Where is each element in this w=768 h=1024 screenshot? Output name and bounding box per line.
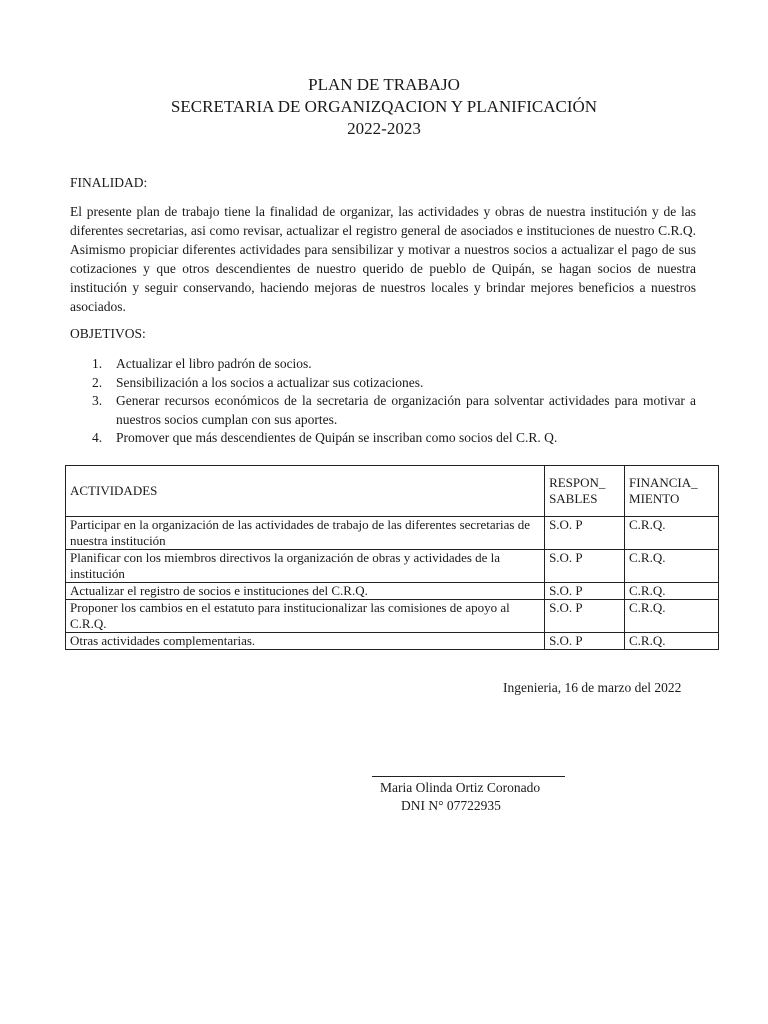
activities-table: [65, 465, 719, 650]
document-title: [0, 74, 768, 140]
table-row: [66, 583, 719, 600]
objetivo-item: [70, 392, 696, 429]
header-financiamiento: FINANCIA_ MIENTO: [625, 466, 719, 517]
cell-actividad: Participar en la organización de las actividades de trabajo de las diferentes secretarias de nuestra institución: [66, 517, 545, 550]
signer-name: Maria Olinda Ortiz Coronado: [380, 780, 541, 795]
cell-actividad: Actualizar el registro de socios e instituciones del C.R.Q.: [66, 583, 545, 600]
table-row: [66, 517, 719, 550]
cell-actividad: Otras actividades complementarias.: [66, 633, 545, 650]
cell-actividad: Planificar con los miembros directivos la organización de obras y actividades de la institución: [66, 550, 545, 583]
signer-dni: DNI N° 07722935: [401, 798, 501, 813]
cell-responsable: S.O. P: [545, 517, 625, 550]
cell-actividad: Proponer los cambios en el estatuto para institucionalizar las comisiones de apoyo al C.R.Q.: [66, 600, 545, 633]
finalidad-heading: FINALIDAD:: [70, 175, 148, 190]
objetivo-text: Actualizar el libro padrón de socios.: [116, 356, 312, 371]
objetivo-text: Generar recursos económicos de la secretaria de organización para solventar actividades para motivar a nuestros socios cumplan con sus aportes.: [116, 393, 696, 427]
objetivo-text: Promover que más descendientes de Quipán se inscriban como socios del C.R. Q.: [116, 430, 558, 445]
signature-line: [372, 776, 565, 777]
cell-financiamiento: C.R.Q.: [625, 600, 719, 633]
cell-responsable: S.O. P: [545, 550, 625, 583]
cell-responsable: S.O. P: [545, 633, 625, 650]
cell-financiamiento: C.R.Q.: [625, 633, 719, 650]
objetivos-heading: OBJETIVOS:: [70, 326, 146, 341]
objetivo-item: [70, 429, 696, 448]
cell-financiamiento: C.R.Q.: [625, 583, 719, 600]
title-line-1: PLAN DE TRABAJO: [308, 75, 460, 94]
table-header-row: [66, 466, 719, 517]
header-actividades: ACTIVIDADES: [66, 466, 545, 517]
objetivo-item: [70, 374, 696, 393]
objetivo-number: 4.: [92, 430, 103, 445]
header-responsables: RESPON_ SABLES: [545, 466, 625, 517]
title-line-3: 2022-2023: [347, 119, 421, 138]
objetivos-list: [70, 355, 696, 448]
objetivo-number: 3.: [92, 393, 103, 408]
table-row: [66, 633, 719, 650]
place-date: Ingenieria, 16 de marzo del 2022: [503, 680, 682, 695]
objetivo-number: 2.: [92, 374, 103, 390]
table-row: [66, 550, 719, 583]
cell-responsable: S.O. P: [545, 600, 625, 633]
cell-financiamiento: C.R.Q.: [625, 550, 719, 583]
cell-responsable: S.O. P: [545, 583, 625, 600]
table-row: [66, 600, 719, 633]
objetivo-number: 1.: [92, 356, 103, 371]
cell-financiamiento: C.R.Q.: [625, 517, 719, 550]
title-line-2: SECRETARIA DE ORGANIZQACION Y PLANIFICACIÓN: [170, 97, 598, 116]
objetivo-text: Sensibilización a los socios a actualizar sus cotizaciones.: [116, 374, 424, 390]
objetivo-item: [70, 355, 696, 374]
finalidad-paragraph: El presente plan de trabajo tiene la finalidad de organizar, las actividades y obras de nuestra institución y de las diferentes secretarias, asi como revisar, actualizar el registro general de asociados e instituciones de nuestro C.R.Q. Asimismo propiciar diferentes actividades para sensibilizar y motivar a nuestros socios a actualizar el pago de sus cotizaciones y que otros descendientes de nuestro querido de pueblo de Quipán, se hagan socios de nuestra institución y seguir conservando, haciendo mejoras de nuestros locales y brindar mejores beneficios a nuestros asociados.: [70, 204, 696, 314]
